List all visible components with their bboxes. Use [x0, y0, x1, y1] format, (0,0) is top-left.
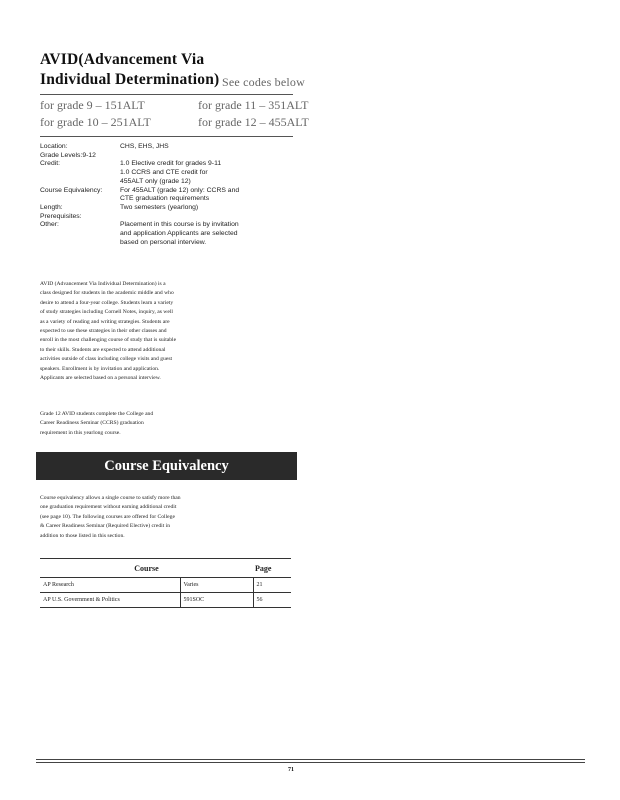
note-line: Career Readiness Seminar (CCRS) graduation [40, 420, 144, 427]
intro-line: one graduation requirement without earning additional credit [40, 504, 177, 511]
note-line: Grade 12 AVID students complete the College and [40, 411, 154, 417]
detail-row-location [40, 143, 300, 152]
codes-note: See codes below [222, 75, 305, 89]
detail-row-length [40, 204, 300, 213]
detail-row-grade-levels [40, 152, 300, 161]
grade-code-10: for grade 10 – 251ALT [40, 115, 151, 129]
detail-value: Placement in this course is by invitation and application Applicants are selected based on personal interview. [120, 221, 239, 246]
description-line: activities outside of class including college visits and guest [40, 356, 173, 363]
table-row [40, 593, 291, 608]
footer-rule-top [36, 759, 585, 760]
detail-label: Credit: [40, 160, 61, 168]
intro-line: & Career Readiness Seminar (Required Elective) credit in [40, 523, 171, 530]
detail-row-course-equivalency [40, 187, 300, 204]
title-rule [40, 94, 293, 95]
page-cell: 56 [253, 593, 291, 608]
detail-label: Other: [40, 221, 59, 229]
grade-code-11: for grade 11 – 351ALT [198, 98, 309, 112]
detail-value: 1.0 Elective credit for grades 9-11 1.0 CCRS and CTE credit for 455ALT only (grade 12) [120, 160, 222, 185]
detail-row-prerequisites [40, 213, 300, 222]
detail-value: For 455ALT (grade 12) only: CCRS and CTE graduation requirements [120, 186, 240, 203]
grade-code-12: for grade 12 – 455ALT [198, 115, 309, 129]
description-line: desire to attend a four-year college. Students learn a variety [40, 299, 174, 306]
detail-row-other [40, 221, 300, 247]
column-header-course: Course [40, 559, 253, 578]
table-header-row [40, 559, 291, 578]
detail-label: Grade Levels:9-12 [40, 151, 96, 159]
column-header-page: Page [253, 559, 291, 578]
course-title [40, 50, 305, 90]
page-cell: 21 [253, 578, 291, 593]
detail-label: Length: [40, 203, 63, 211]
detail-label: Location: [40, 143, 68, 150]
course-title-line-1: AVID(Advancement Via [40, 51, 205, 68]
description-line: of study strategies including Cornell Notes, inquiry, as well [40, 309, 173, 316]
intro-line: addition to those listed in this section. [40, 532, 125, 539]
note-line: requirement in this yearlong course. [40, 429, 121, 436]
detail-value: CHS, EHS, JHS [120, 143, 169, 150]
course-description [40, 280, 190, 383]
grade-code-9: for grade 9 – 151ALT [40, 98, 145, 112]
detail-row-credit [40, 160, 300, 186]
equivalency-intro [40, 494, 190, 541]
course-code-cell: Varies [180, 578, 253, 593]
course-equivalency-table [40, 558, 291, 608]
intro-line: Course equivalency allows a single course to satisfy more than [40, 495, 181, 501]
description-line: AVID (Advancement Via Individual Determination) is a [40, 281, 166, 287]
section-heading-course-equivalency: Course Equivalency [36, 452, 297, 480]
course-name-cell: AP U.S. Government & Politics [40, 593, 180, 608]
detail-label: Prerequisites: [40, 212, 82, 220]
course-title-line-2: Individual Determination) [40, 71, 220, 88]
table-row [40, 578, 291, 593]
grades-rule [40, 136, 293, 137]
description-line: speakers. Enrollment is by invitation and application. [40, 365, 160, 372]
course-details [40, 143, 300, 247]
description-line: as a variety of reading and writing strategies. Students are [40, 318, 170, 325]
detail-label: Course Equivalency: [40, 186, 103, 194]
page-number: 71 [288, 767, 294, 773]
grade-12-note [40, 410, 190, 438]
intro-line: (see page 10). The following courses are offered for College [40, 513, 175, 520]
detail-value [120, 213, 300, 222]
footer-rule-bottom [36, 762, 585, 763]
description-line: Applicants are selected based on a personal interview. [40, 375, 161, 382]
course-name-cell: AP Research [40, 578, 180, 593]
detail-value [200, 152, 300, 161]
description-line: to their skills. Students are expected to attend additional [40, 346, 166, 353]
description-line: class designed for students in the academic middle and who [40, 290, 174, 297]
description-line: enroll in the most challenging course of study that is suitable [40, 337, 177, 344]
course-code-cell: 591SOC [180, 593, 253, 608]
detail-value: Two semesters (yearlong) [120, 203, 199, 211]
description-line: expected to use these strategies in their other classes and [40, 328, 167, 335]
